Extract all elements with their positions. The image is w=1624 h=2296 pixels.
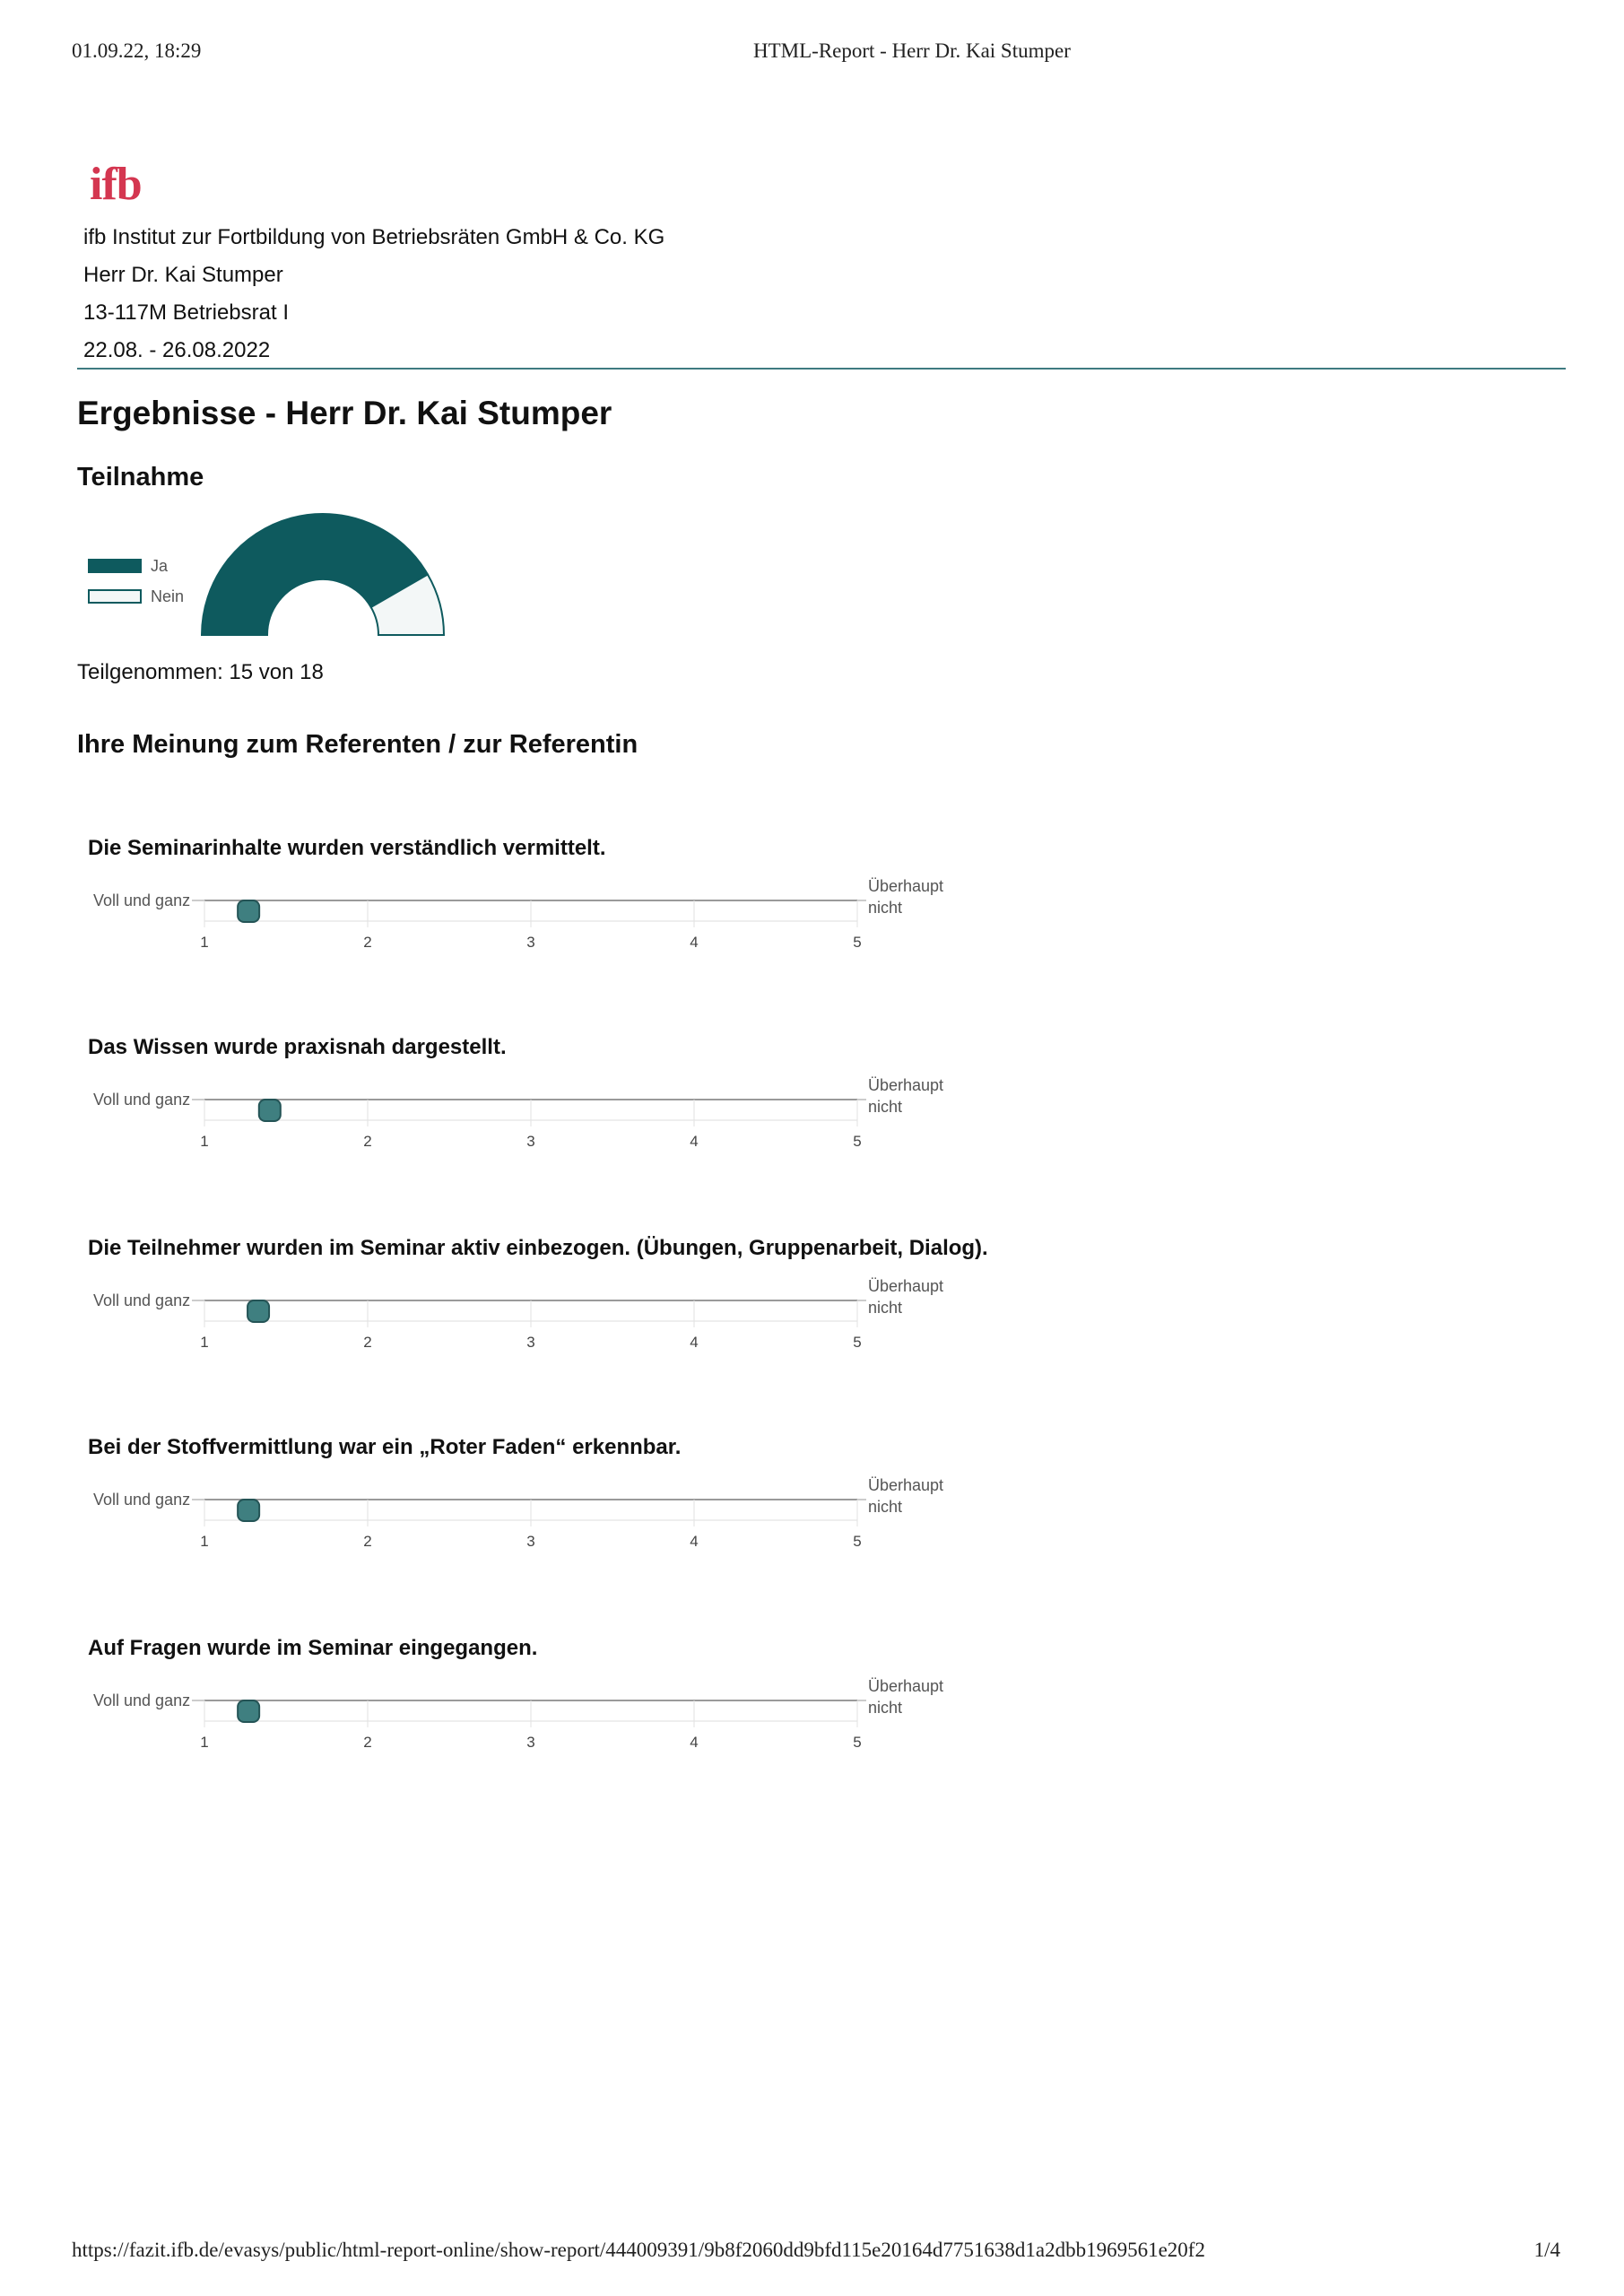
organization-name: ifb Institut zur Fortbildung von Betriebsräten GmbH & Co. KG: [83, 225, 665, 249]
scale-tick-label: 4: [690, 1533, 699, 1550]
page-title: Ergebnisse - Herr Dr. Kai Stumper: [77, 395, 612, 431]
legend-label-yes: Ja: [151, 556, 169, 575]
print-url: https://fazit.ifb.de/evasys/public/html-report-online/show-report/444009391/9b8f2060dd9bfd115e20164d7751638d1a2dbb1969561e20f2: [72, 2239, 1205, 2261]
participation-legend: [88, 551, 184, 612]
legend-swatch-no: [88, 589, 142, 604]
scale-right-label-line: nicht: [868, 1299, 903, 1317]
scale-tick-label: 1: [200, 1734, 209, 1751]
scale-right-label-line: Überhaupt: [868, 877, 944, 895]
scale-tick-label: 4: [690, 934, 699, 951]
rating-scale-chart: [88, 1663, 895, 1761]
scale-left-label: Voll und ganz: [93, 891, 191, 909]
question-item: [88, 1236, 1164, 1388]
rating-marker: [259, 1100, 281, 1121]
scale-tick-label: 3: [526, 1133, 535, 1150]
scale-tick-label: 5: [853, 934, 862, 951]
rating-marker: [248, 1300, 269, 1322]
rating-scale-chart: [88, 1263, 895, 1361]
scale-tick-label: 1: [200, 1533, 209, 1550]
question-item: [88, 1636, 1164, 1788]
rating-marker: [238, 1700, 259, 1722]
print-footer: [72, 2239, 1560, 2271]
scale-tick-label: 1: [200, 1133, 209, 1150]
print-header: [72, 39, 1560, 72]
scale-tick-label: 3: [526, 1734, 535, 1751]
report-meta: [83, 219, 664, 370]
question-text: Auf Fragen wurde im Seminar eingegangen.: [88, 1636, 538, 1660]
rating-scale-chart: [88, 863, 895, 961]
referent-opinion-heading: Ihre Meinung zum Referenten / zur Referentin: [77, 730, 638, 759]
rating-scale-chart: [88, 1462, 895, 1561]
scale-right-label-line: Überhaupt: [868, 1677, 944, 1695]
scale-right-label-line: nicht: [868, 1699, 903, 1717]
course-name: 13-117M Betriebsrat I: [83, 300, 289, 325]
scale-right-label-line: nicht: [868, 1098, 903, 1116]
scale-tick-label: 4: [690, 1133, 699, 1150]
participation-summary: Teilgenommen: 15 von 18: [77, 660, 324, 684]
rating-marker: [238, 900, 259, 922]
question-item: [88, 836, 1164, 988]
speaker-name: Herr Dr. Kai Stumper: [83, 263, 283, 287]
scale-right-label-line: Überhaupt: [868, 1277, 944, 1295]
scale-tick-label: 3: [526, 1533, 535, 1550]
rating-scale-chart: [88, 1062, 895, 1161]
question-text: Die Teilnehmer wurden im Seminar aktiv einbezogen. (Übungen, Gruppenarbeit, Dialog).: [88, 1236, 988, 1260]
scale-tick-label: 3: [526, 934, 535, 951]
scale-tick-label: 1: [200, 1334, 209, 1351]
legend-swatch-yes: [88, 559, 142, 573]
question-text: Die Seminarinhalte wurden verständlich vermittelt.: [88, 836, 606, 860]
scale-tick-label: 2: [363, 1334, 372, 1351]
legend-item-yes: [88, 551, 184, 581]
question-item: [88, 1035, 1164, 1187]
participation-gauge: [195, 508, 456, 642]
participation-heading: Teilnahme: [77, 463, 204, 491]
scale-tick-label: 5: [853, 1533, 862, 1550]
scale-tick-label: 5: [853, 1133, 862, 1150]
scale-right-label-line: nicht: [868, 899, 903, 917]
scale-tick-label: 4: [690, 1334, 699, 1351]
scale-tick-label: 2: [363, 934, 372, 951]
scale-tick-label: 5: [853, 1734, 862, 1751]
scale-left-label: Voll und ganz: [93, 1091, 191, 1109]
scale-tick-label: 2: [363, 1533, 372, 1550]
print-datetime: 01.09.22, 18:29: [72, 39, 202, 62]
scale-tick-label: 2: [363, 1133, 372, 1150]
question-text: Das Wissen wurde praxisnah dargestellt.: [88, 1035, 507, 1059]
scale-tick-label: 2: [363, 1734, 372, 1751]
scale-left-label: Voll und ganz: [93, 1292, 191, 1309]
scale-tick-label: 4: [690, 1734, 699, 1751]
print-page-number: 1/4: [1533, 2239, 1560, 2261]
ifb-logo: ifb: [90, 159, 142, 210]
scale-left-label: Voll und ganz: [93, 1692, 191, 1709]
header-divider: [77, 368, 1566, 370]
scale-left-label: Voll und ganz: [93, 1491, 191, 1509]
legend-label-no: Nein: [151, 587, 185, 605]
scale-right-label-line: nicht: [868, 1498, 903, 1516]
legend-item-no: [88, 581, 184, 612]
question-item: [88, 1435, 1164, 1587]
rating-marker: [238, 1500, 259, 1521]
scale-tick-label: 3: [526, 1334, 535, 1351]
scale-tick-label: 5: [853, 1334, 862, 1351]
scale-right-label-line: Überhaupt: [868, 1076, 944, 1094]
scale-right-label-line: Überhaupt: [868, 1476, 944, 1494]
print-document-title: HTML-Report - Herr Dr. Kai Stumper: [753, 39, 1071, 62]
question-text: Bei der Stoffvermittlung war ein „Roter Faden“ erkennbar.: [88, 1435, 682, 1459]
course-dates: 22.08. - 26.08.2022: [83, 338, 271, 362]
scale-tick-label: 1: [200, 934, 209, 951]
